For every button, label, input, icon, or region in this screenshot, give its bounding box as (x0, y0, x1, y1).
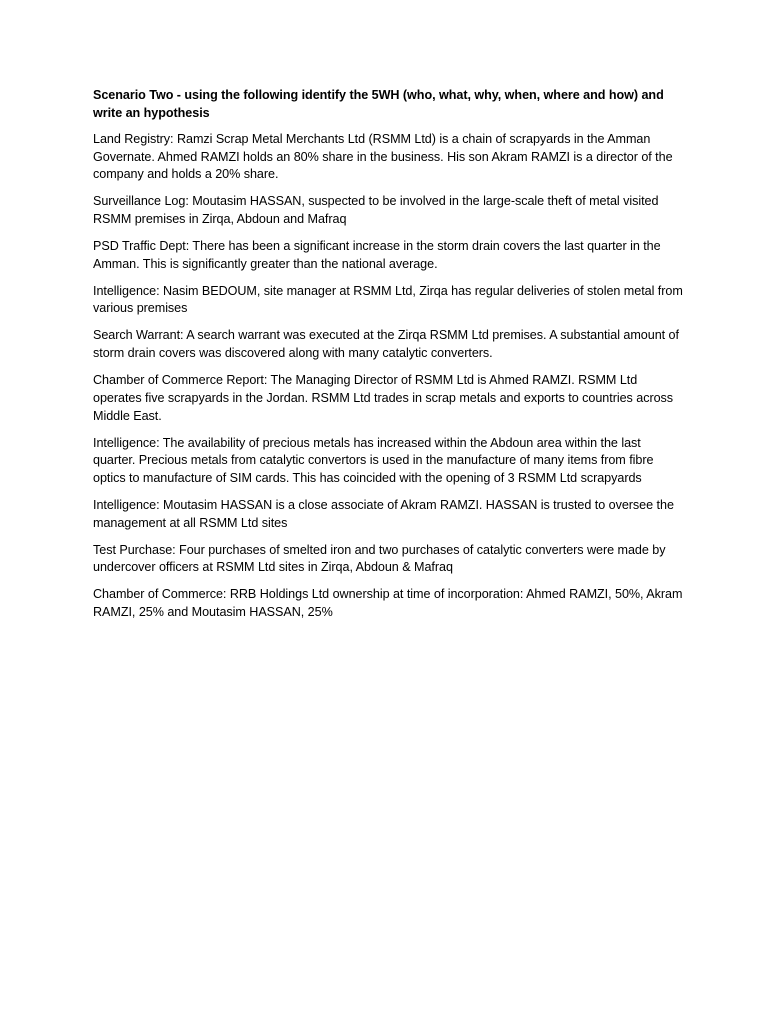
paragraph-chamber-holdings: Chamber of Commerce: RRB Holdings Ltd ownership at time of incorporation: Ahmed RAMZI, 50%, Akram RAMZI, 25% and Moutasim HASSAN, 25% (93, 587, 683, 620)
paragraph-psd-traffic: PSD Traffic Dept: There has been a significant increase in the storm drain covers the last quarter in the Amman. This is significantly greater than the national average. (93, 239, 661, 271)
paragraph-intelligence-hassan: Intelligence: Moutasim HASSAN is a close associate of Akram RAMZI. HASSAN is trusted to oversee the management at all RSMM Ltd sites (93, 497, 674, 530)
paragraph-search-warrant: Search Warrant: A search warrant was executed at the Zirqa RSMM Ltd premises. A substantial amount of storm drain covers was discovered along with many catalytic converters. (93, 328, 679, 361)
paragraph-surveillance-log: Surveillance Log: Moutasim HASSAN, suspected to be involved in the large-scale theft of metal visited RSMM premises in Zirqa, Abdoun and Mafraq (93, 194, 659, 227)
paragraph-intelligence-precious-metals: Intelligence: The availability of precious metals has increased within the Abdoun area within the last quarter. Precious metals from catalytic convertors is used in the manufacture of many items from fibre optics to manufacture of SIM cards. This has coincided with the opening of 3 RSMM Ltd scrapyards (93, 435, 654, 485)
paragraph-chamber-report: Chamber of Commerce Report: The Managing Director of RSMM Ltd is Ahmed RAMZI. RSMM Ltd operates five scrapyards in the Jordan. RSMM Ltd trades in scrap metals and exports to countries across Middle East. (93, 373, 674, 423)
paragraph-intelligence-bedoum: Intelligence: Nasim BEDOUM, site manager at RSMM Ltd, Zirqa has regular deliveries of stolen metal from various premises (93, 283, 683, 316)
paragraph-land-registry: Land Registry: Ramzi Scrap Metal Merchants Ltd (RSMM Ltd) is a chain of scrapyards in the Amman Governate. Ahmed RAMZI holds an 80% share in the business. His son Akram RAMZI is a director of the company and holds a 20% share. (93, 131, 673, 182)
document-page (93, 87, 683, 631)
paragraph-test-purchase: Test Purchase: Four purchases of smelted iron and two purchases of catalytic converters were made by undercover officers at RSMM Ltd sites in Zirqa, Abdoun & Mafraq (93, 542, 666, 575)
scenario-heading: Scenario Two - using the following identify the 5WH (who, what, why, when, where and how) and write an hypothesis (93, 88, 664, 120)
